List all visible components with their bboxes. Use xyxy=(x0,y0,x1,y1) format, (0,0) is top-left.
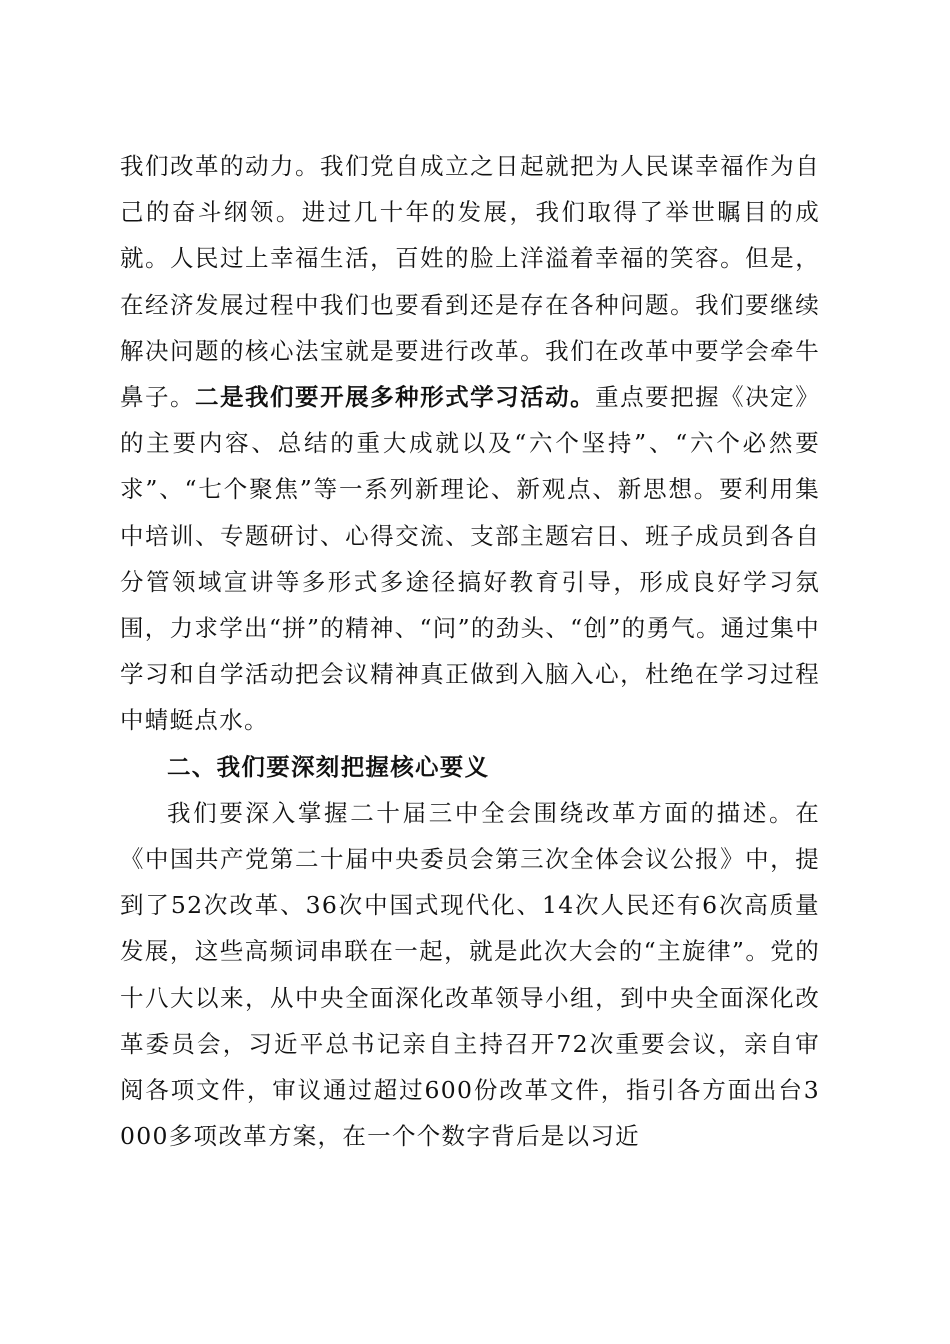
body-paragraph: 我们要深入掌握二十届三中全会围绕改革方面的描述。在《中国共产党第二十届中央委员会第三次全体会议公报》中，提到了52次改革、36次中国式现代化、14次人民还有6次高质量发展，这些高频词串联在一起，就是此次大会的“主旋律”。党的十八大以来，从中央全面深化改革领导小组，到中央全面深化改革委员会，习近平总书记亲自主持召开72次重要会议，亲自审阅各项文件，审议通过超过600份改革文件，指引各方面出台3000多项改革方案，在一个个数字背后是以习近 xyxy=(120,798,820,1151)
document-body xyxy=(120,143,820,1159)
bold-subpoint-title: 二是我们要开展多种形式学习活动。 xyxy=(195,383,596,412)
paragraph-text-tail: 重点要把握《决定》的主要内容、总结的重大成就以及“六个坚持”、“六个必然要求”、“七个聚焦”等一系列新理论、新观点、新思想。要利用集中培训、专题研讨、心得交流、支部主题宕日、班子成员到各自分管领域宣讲等多形式多途径搞好教育引导，形成良好学习氛围，力求学出“拼”的精神、“问”的劲头、“创”的勇气。通过集中学习和自学活动把会议精神真正做到入脑入心，杜绝在学习过程中蜻蜓点水。 xyxy=(120,383,820,735)
paragraph-text-lead: 我们改革的动力。我们党自成立之日起就把为人民谋幸福作为自己的奋斗纲领。进过几十年的发展，我们取得了举世瞩目的成就。人民过上幸福生活，百姓的脸上洋溢着幸福的笑容。但是，在经济发展过程中我们也要看到还是存在各种问题。我们要继续解决问题的核心法宝就是要进行改革。我们在改革中要学会牵牛鼻子。 xyxy=(120,152,820,412)
section-heading: 二、我们要深刻把握核心要义 xyxy=(167,752,490,781)
body-paragraph-continued xyxy=(120,143,820,744)
